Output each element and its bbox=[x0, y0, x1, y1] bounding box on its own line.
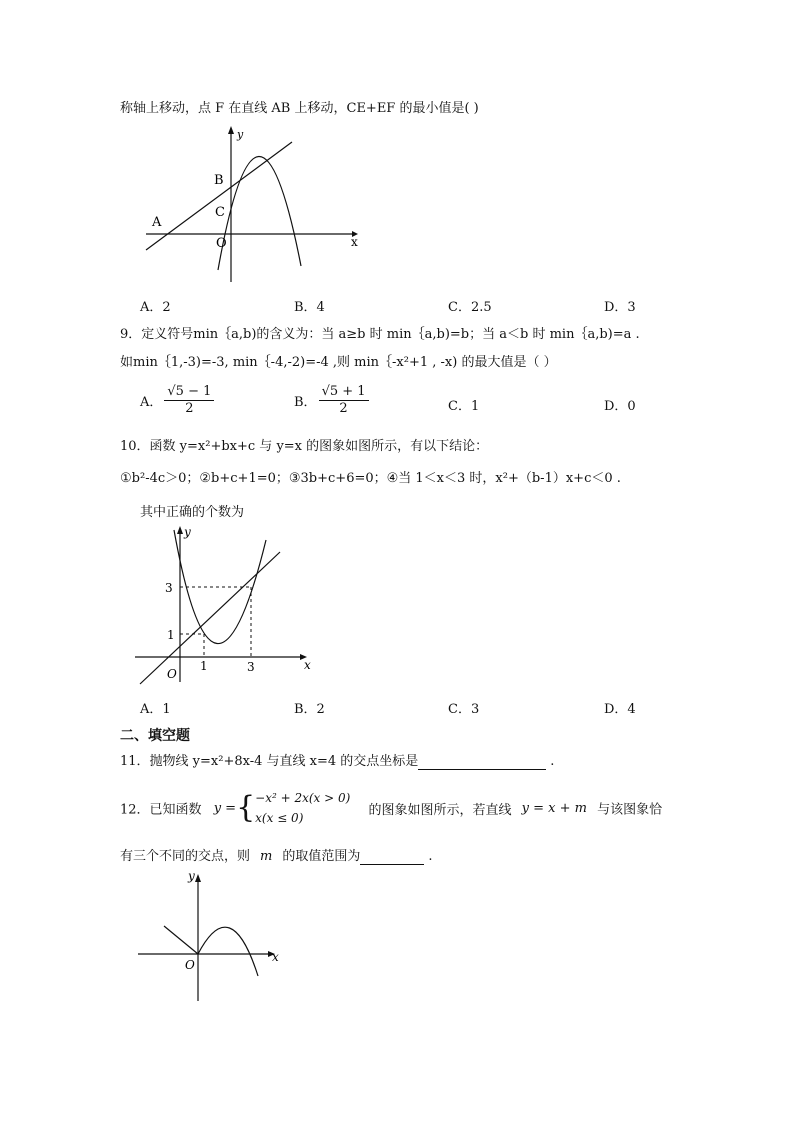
q8-figure bbox=[140, 122, 370, 287]
q8-label-b: B bbox=[214, 173, 224, 188]
q8-option-a: A．2 bbox=[140, 300, 171, 315]
q10-line3: 其中正确的个数为 bbox=[140, 505, 245, 520]
q11-end: . bbox=[550, 754, 555, 769]
q12-end: . bbox=[428, 849, 433, 864]
q9-line1: 9．定义符号min｛a,b)的含义为：当 a≥b 时 min｛a,b)=b；当 a＜b 时 min｛a,b)=a . bbox=[120, 327, 640, 342]
q12-case1: −x² + 2x(x > 0) bbox=[255, 791, 351, 805]
q9-option-d: D．0 bbox=[604, 399, 636, 414]
q10-option-d: D．4 bbox=[604, 702, 636, 717]
q9-option-a-num: √5 − 1 bbox=[164, 384, 214, 401]
q9-line2: 如min｛1,-3)=-3, min｛-4,-2)=-4 ,则 min｛-x²+1 , -x) 的最大值是（ ） bbox=[120, 355, 557, 370]
q8-option-b: B．4 bbox=[294, 300, 325, 315]
q11-answer-blank bbox=[418, 754, 546, 770]
q8-text: 称轴上移动，点 F 在直线 AB 上移动，CE+EF 的最小值是( ) bbox=[120, 101, 479, 116]
q12-cases bbox=[255, 788, 350, 828]
q12-suffix: 与该图象恰 bbox=[597, 802, 663, 818]
q9-option-a bbox=[140, 384, 216, 417]
q12-line1 bbox=[120, 788, 662, 828]
q10-figure bbox=[130, 522, 330, 687]
q12-figure bbox=[132, 866, 292, 1006]
q12-label-y: y bbox=[188, 869, 195, 883]
q8-option-d: D．3 bbox=[604, 300, 636, 315]
q12-line2-b: 的取值范围为 bbox=[282, 849, 361, 864]
q8-label-c: C bbox=[215, 205, 225, 220]
q12-label-o: O bbox=[185, 958, 195, 972]
q9-option-c: C．1 bbox=[448, 399, 480, 414]
q9-option-b-den: 2 bbox=[339, 401, 348, 416]
q12-label-x: x bbox=[272, 950, 279, 964]
q9-option-b-fraction bbox=[319, 384, 369, 417]
q10-option-c: C．3 bbox=[448, 702, 480, 717]
q9-option-b-prefix: B． bbox=[294, 395, 317, 410]
q8-label-x: x bbox=[351, 235, 358, 249]
q12-mid: 的图象如图所示，若直线 bbox=[368, 802, 512, 818]
q12-answer-blank bbox=[360, 849, 424, 865]
q8-option-c: C．2.5 bbox=[448, 300, 492, 315]
q9-option-a-den: 2 bbox=[185, 401, 194, 416]
q10-y-arrow bbox=[177, 526, 183, 534]
q12-line-eq: y = x + m bbox=[521, 800, 587, 816]
q12-function-y: y = bbox=[213, 800, 237, 816]
q10-label-x: x bbox=[304, 658, 311, 672]
q10-line-yx bbox=[140, 552, 280, 684]
q12-brace: { bbox=[236, 790, 256, 825]
section-title-fill-in: 二、填空题 bbox=[120, 728, 190, 744]
q10-line1: 10．函数 y=x²+bx+c 与 y=x 的图象如图所示，有以下结论： bbox=[120, 439, 489, 454]
q9-option-b bbox=[294, 384, 371, 417]
q12-case2: x(x ≤ 0) bbox=[255, 811, 304, 825]
q8-label-o: O bbox=[216, 236, 227, 251]
q9-option-b-num: √5 + 1 bbox=[319, 384, 369, 401]
q12-left-branch bbox=[164, 926, 198, 954]
q12-prefix: 12．已知函数 bbox=[120, 802, 202, 818]
q9-option-a-prefix: A． bbox=[140, 395, 163, 410]
q10-option-a: A．1 bbox=[140, 702, 171, 717]
q11 bbox=[120, 750, 554, 770]
q10-tick-y3: 3 bbox=[165, 581, 173, 595]
q9-option-a-fraction bbox=[164, 384, 214, 417]
q12-var-m: m bbox=[260, 849, 273, 864]
q11-text: 11．抛物线 y=x²+8x-4 与直线 x=4 的交点坐标是 bbox=[120, 754, 419, 769]
q10-label-y: y bbox=[184, 525, 191, 539]
q8-y-arrow bbox=[228, 126, 234, 134]
q12-parabola-branch bbox=[198, 927, 258, 976]
q10-tick-x1: 1 bbox=[200, 659, 208, 673]
q10-label-o: O bbox=[167, 667, 177, 681]
q10-option-b: B．2 bbox=[294, 702, 325, 717]
q12-y-arrow bbox=[195, 874, 201, 882]
q8-label-a: A bbox=[152, 215, 162, 230]
q12-line2 bbox=[120, 845, 433, 865]
q12-line2-a: 有三个不同的交点，则 bbox=[120, 849, 251, 864]
q10-line2: ①b²-4c＞0；②b+c+1=0；③3b+c+6=0；④当 1＜x＜3 时，x²+（b-1）x+c＜0 . bbox=[120, 471, 621, 486]
q10-tick-x3: 3 bbox=[247, 660, 255, 674]
q10-tick-y1: 1 bbox=[167, 628, 175, 642]
q8-label-y: y bbox=[237, 128, 244, 141]
